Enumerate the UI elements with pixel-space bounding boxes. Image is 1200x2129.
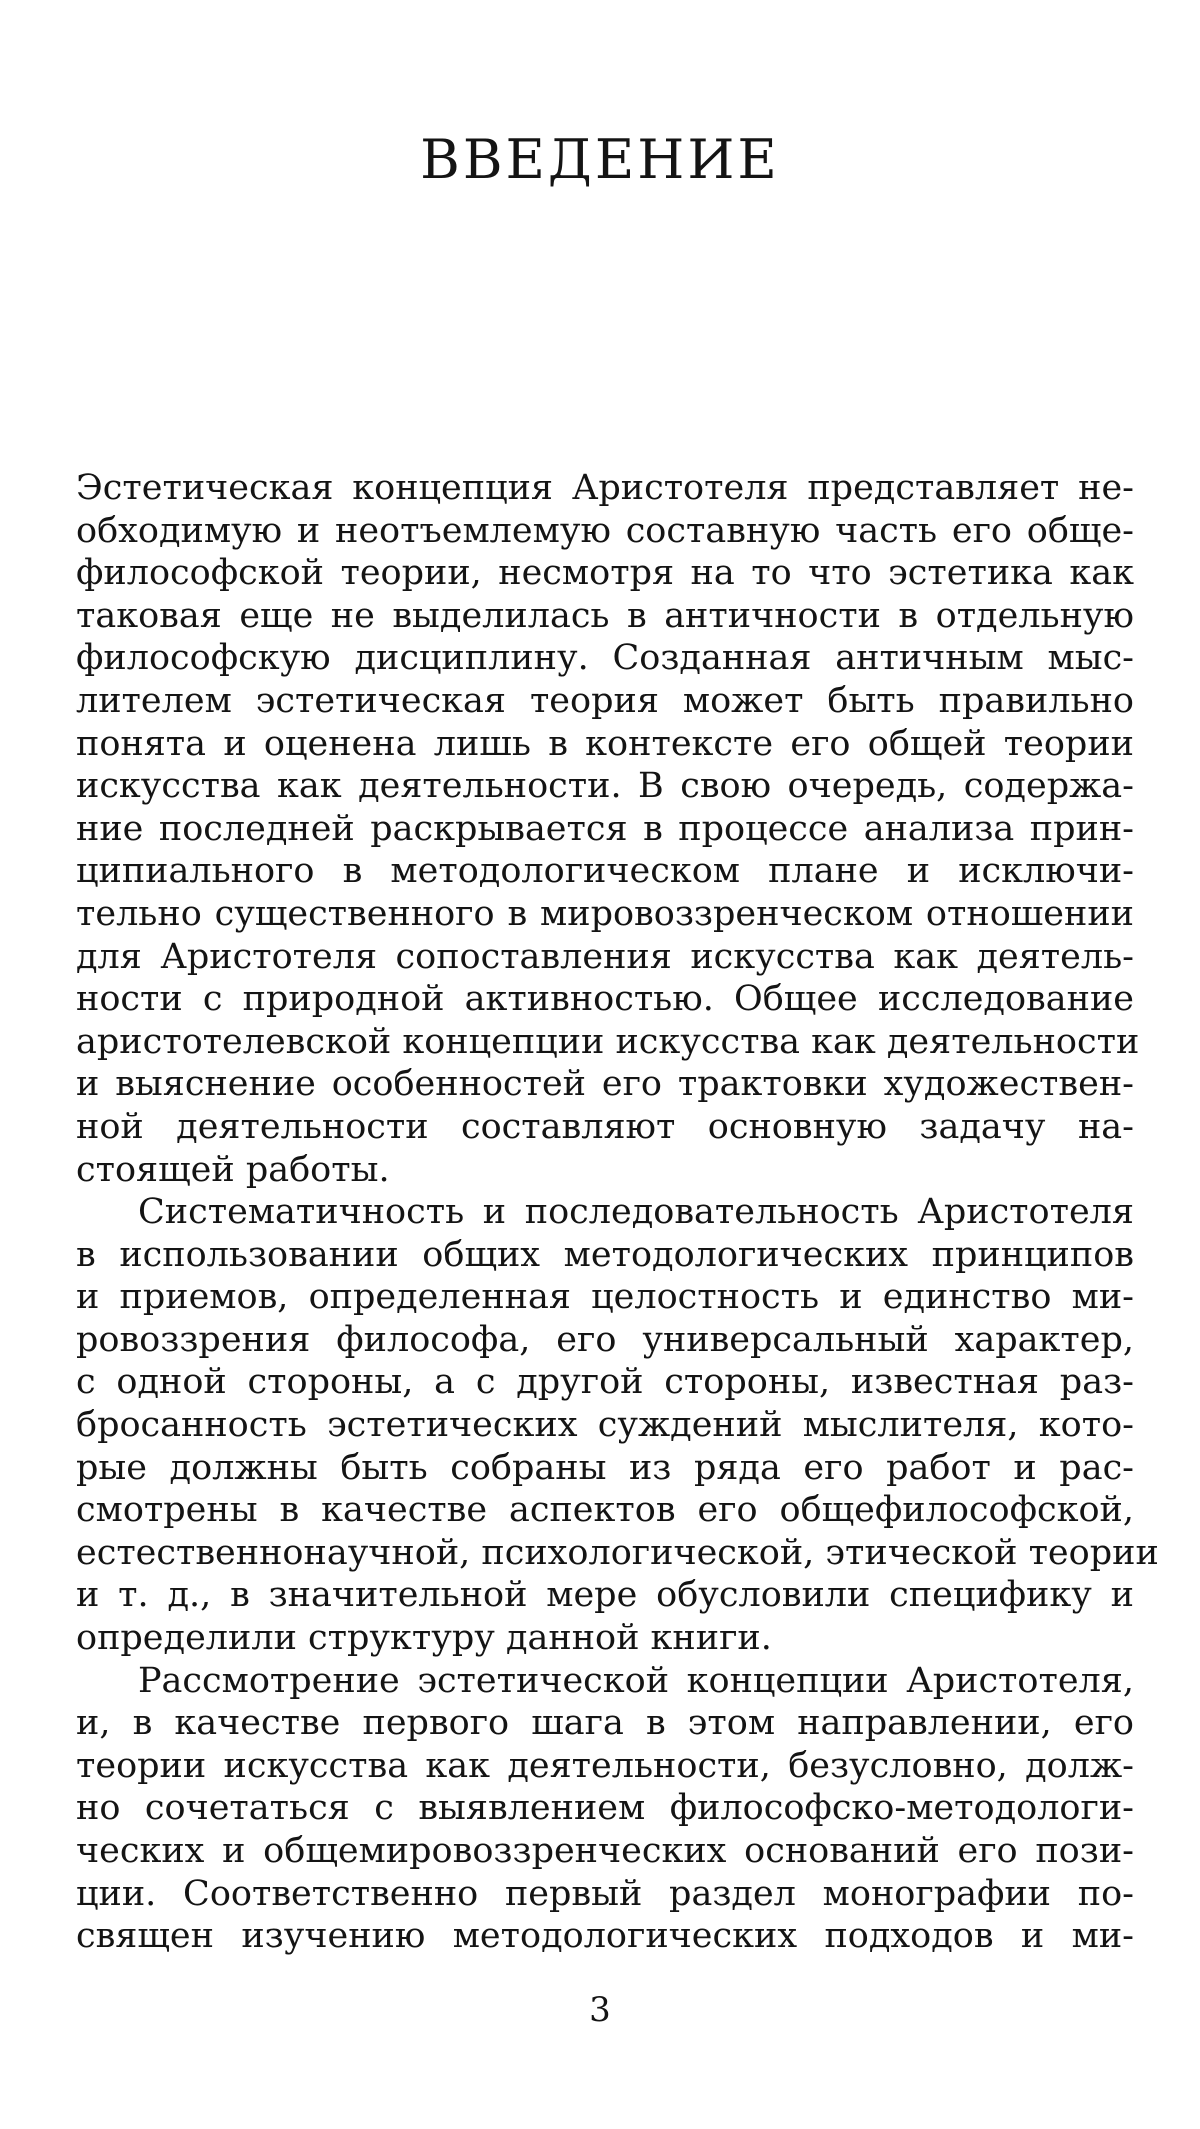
text-line: священ изучению методологических подходов и ми- xyxy=(76,1916,1134,1957)
text-line: ции. Соответственно первый раздел монографии по- xyxy=(76,1873,1134,1914)
text-line: тельно существенного в мировоззренческом отношении xyxy=(76,893,1134,934)
page-title: ВВЕДЕНИЕ xyxy=(420,128,780,191)
text-line: ной деятельности составляют основную задачу на- xyxy=(76,1106,1134,1147)
text-line: ности с природной активностью. Общее исследование xyxy=(76,979,1134,1020)
text-line: философской теории, несмотря на то что эстетика как xyxy=(76,553,1134,594)
text-line: и, в качестве первого шага в этом направлении, его xyxy=(76,1703,1134,1744)
text-line: естественнонаучной, психологической, этической теории xyxy=(76,1532,1159,1573)
text-line: теории искусства как деятельности, безусловно, долж- xyxy=(76,1745,1134,1786)
text-line: Систематичность и последовательность Аристотеля xyxy=(138,1192,1134,1233)
text-line: для Аристотеля сопоставления искусства как деятель- xyxy=(76,936,1134,977)
text-line: и выяснение особенностей его трактовки художествен- xyxy=(76,1064,1134,1105)
text-line: и приемов, определенная целостность и единство ми- xyxy=(76,1277,1134,1318)
text-line: в использовании общих методологических принципов xyxy=(76,1234,1134,1275)
text-line: с одной стороны, а с другой стороны, известная раз- xyxy=(76,1362,1134,1403)
text-line: определили структуру данной книги. xyxy=(76,1618,772,1659)
text-line: философскую дисциплину. Созданная античным мыс- xyxy=(76,638,1134,679)
text-line: и т. д., в значительной мере обусловили специфику и xyxy=(76,1575,1134,1616)
text-line: Рассмотрение эстетической концепции Аристотеля, xyxy=(138,1660,1134,1701)
text-line: но сочетаться с выявлением философско-методологи- xyxy=(76,1788,1134,1829)
text-line: ческих и общемировоззренческих оснований его пози- xyxy=(76,1831,1134,1871)
body-text xyxy=(76,467,1159,1958)
text-line: рые должны быть собраны из ряда его работ и рас- xyxy=(76,1447,1134,1488)
text-line: Эстетическая концепция Аристотеля представляет не- xyxy=(76,468,1134,508)
text-line: искусства как деятельности. В свою очередь, содержа- xyxy=(76,766,1134,807)
text-line: ние последней раскрывается в процессе анализа прин- xyxy=(76,808,1134,849)
text-line: понята и оценена лишь в контексте его общей теории xyxy=(76,723,1134,764)
text-line: обходимую и неотъемлемую составную часть его обще- xyxy=(76,510,1134,551)
text-line: бросанность эстетических суждений мыслителя, кото- xyxy=(76,1405,1134,1446)
text-line: таковая еще не выделилась в античности в отдельную xyxy=(76,595,1134,636)
page-number: 3 xyxy=(589,1990,611,2030)
text-line: ципиального в методологическом плане и исключи- xyxy=(76,851,1134,892)
text-line: лителем эстетическая теория может быть правильно xyxy=(76,680,1134,721)
text-line: аристотелевской концепции искусства как деятельности xyxy=(76,1021,1140,1062)
text-line: смотрены в качестве аспектов его общефилософской, xyxy=(76,1490,1134,1531)
text-line: стоящей работы. xyxy=(76,1149,390,1190)
text-line: ровоззрения философа, его универсальный характер, xyxy=(76,1319,1134,1360)
